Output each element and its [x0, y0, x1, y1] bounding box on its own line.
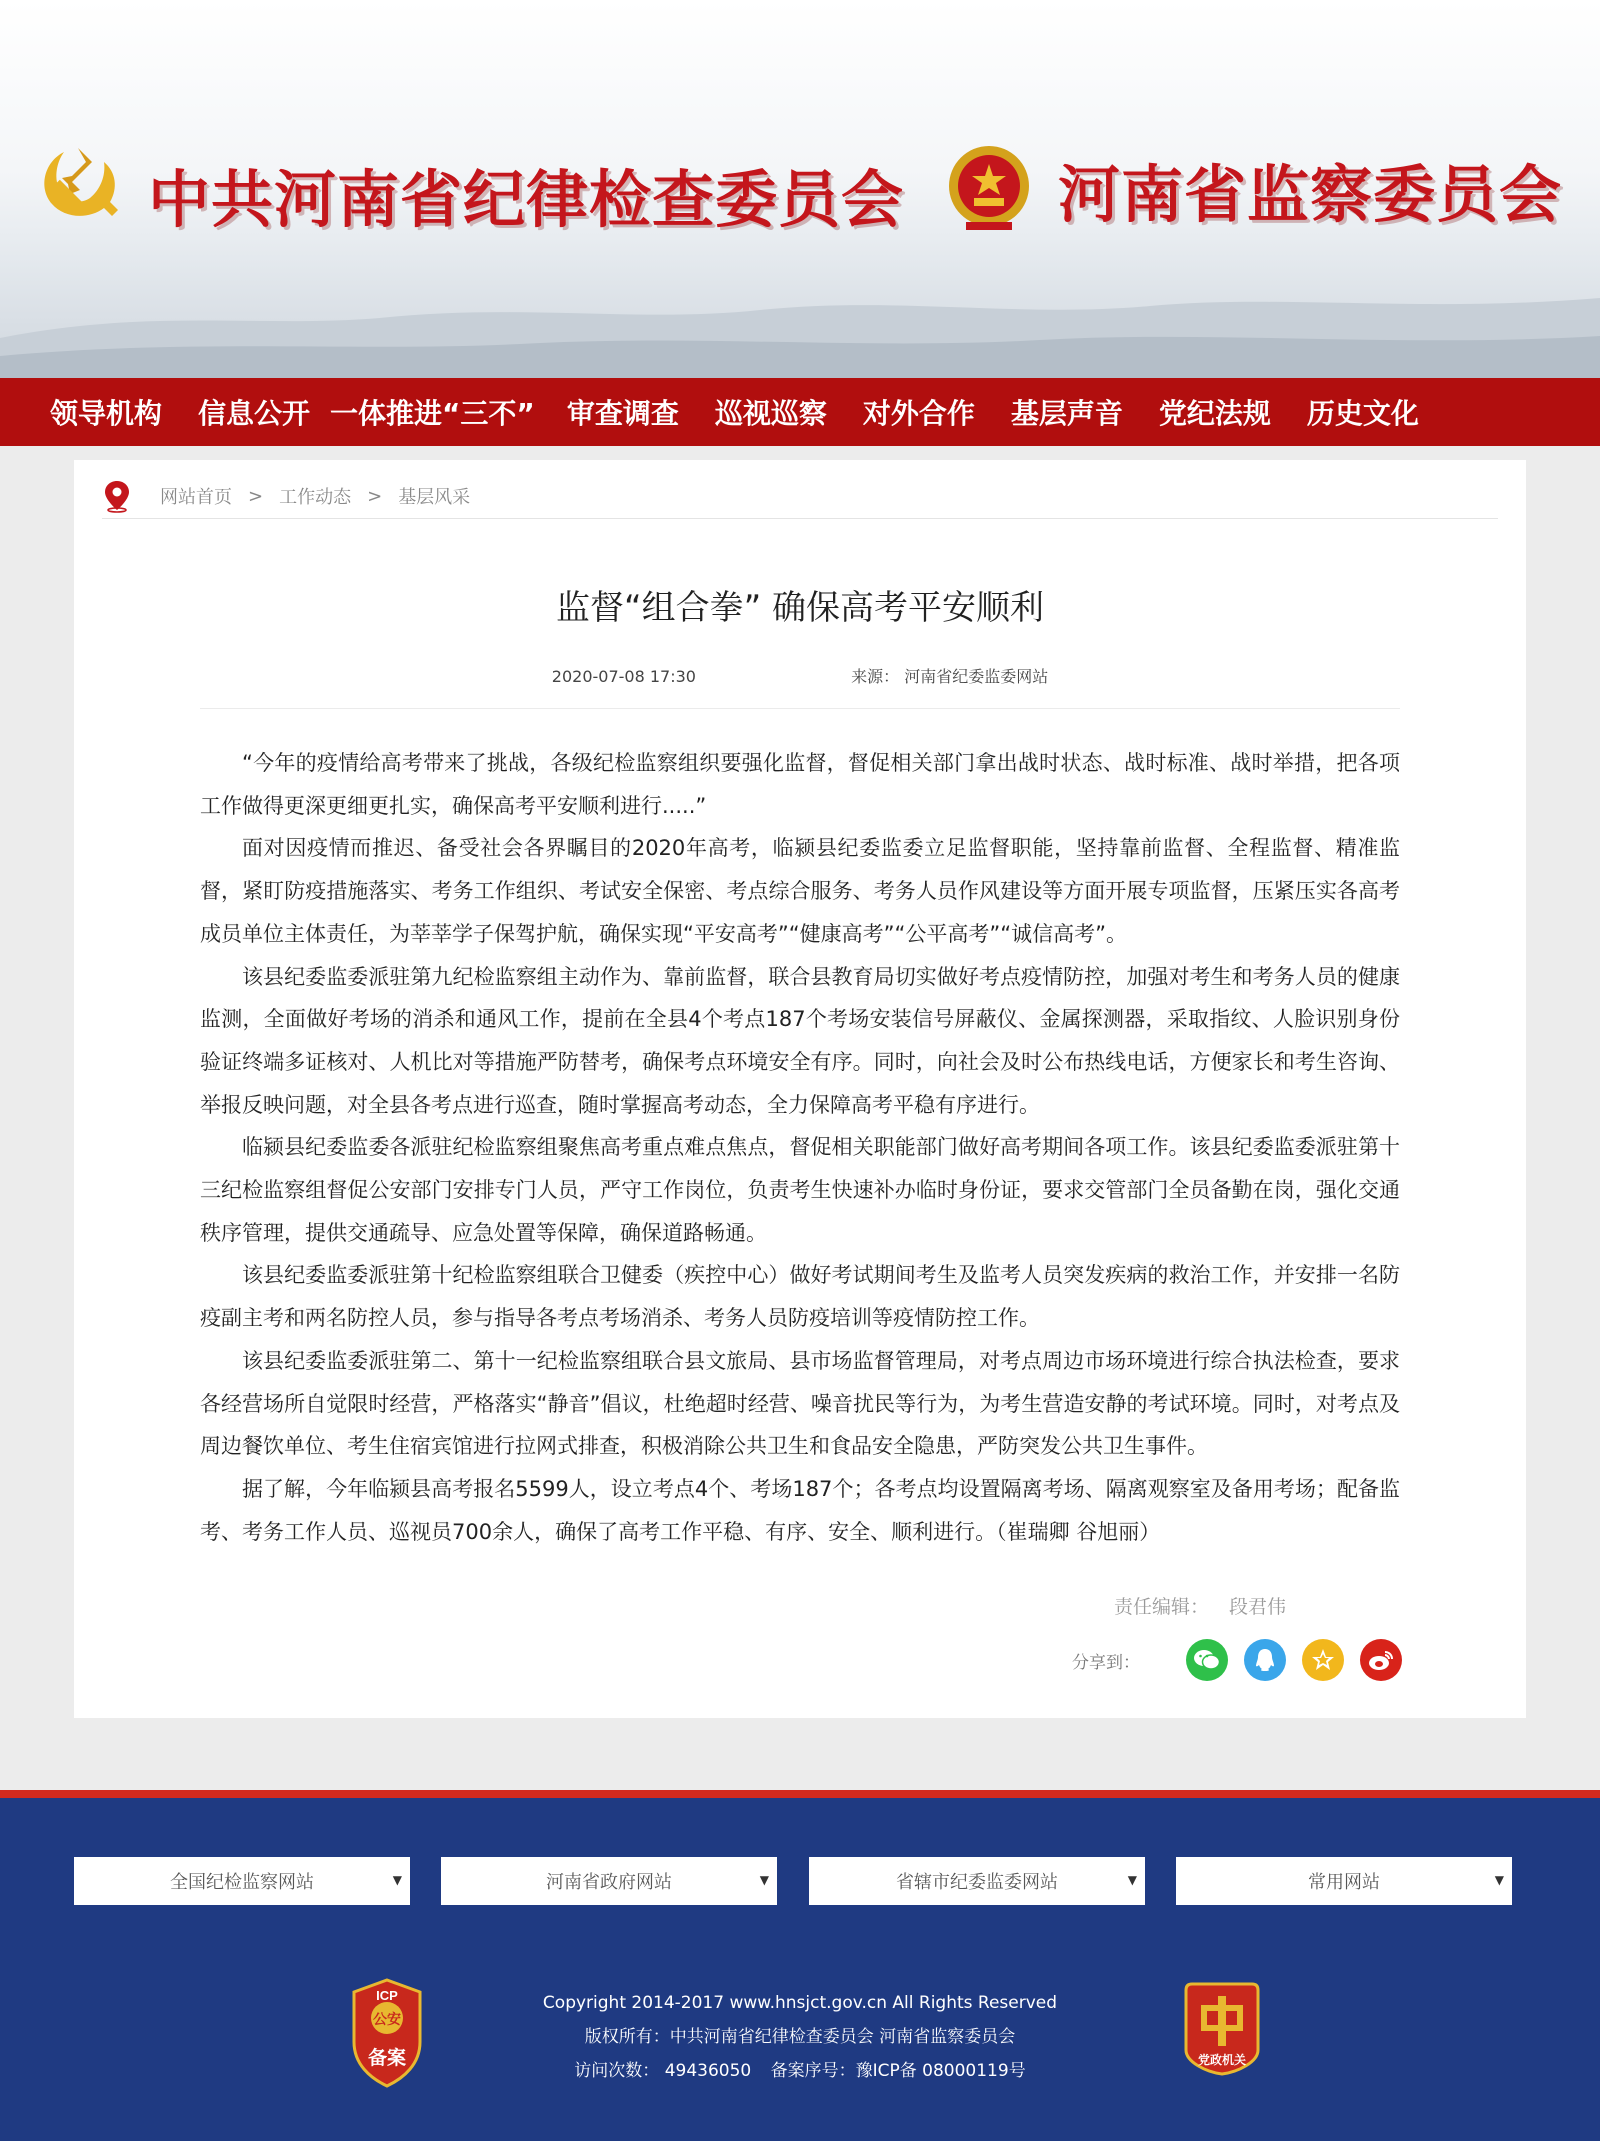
share-bar — [1072, 1636, 1402, 1684]
icp-badge-text: 公安 — [373, 2012, 401, 2028]
breadcrumb-divider — [102, 518, 1498, 519]
nav-item-info-disclosure[interactable]: 信息公开 — [198, 397, 311, 430]
chevron-down-icon: ▼ — [1127, 1873, 1137, 1887]
national-emblem-icon[interactable] — [946, 142, 1032, 232]
qq-icon[interactable] — [1244, 1639, 1286, 1681]
nav-item-regulations[interactable]: 党纪法规 — [1158, 397, 1271, 430]
breadcrumb-separator: > — [367, 485, 383, 507]
qzone-icon[interactable] — [1302, 1639, 1344, 1681]
article-paragraph: 该县纪委监委派驻第十纪检监察组联合卫健委（疾控中心）做好考试期间考生及监考人员突发疾病的救治工作，并安排一名防疫副主考和两名防控人员，参与指导各考点考场消杀、考务人员防疫培训等疫情防控工作。 — [200, 1263, 1400, 1331]
select-label: 河南省政府网站 — [546, 1872, 672, 1893]
nav-item-three-nos[interactable]: 一体推进“三不” — [330, 397, 535, 430]
wechat-icon[interactable] — [1186, 1639, 1228, 1681]
main-nav — [0, 378, 1600, 446]
breadcrumb-home-link[interactable]: 网站首页 — [160, 487, 232, 508]
select-label: 常用网站 — [1308, 1872, 1380, 1893]
meta-divider — [200, 708, 1400, 709]
mountain-mist-decoration — [0, 268, 1600, 378]
copyright-line: Copyright 2014-2017 www.hnsjct.gov.cn All Rights Reserved — [542, 1993, 1058, 2013]
weibo-icon[interactable] — [1360, 1639, 1402, 1681]
select-city-sites[interactable] — [809, 1857, 1145, 1905]
footer — [0, 1798, 1600, 2141]
visits-count: 49436050 — [664, 2061, 752, 2081]
article-source: 河南省纪委监委网站 — [904, 667, 1049, 686]
visits-icp-line — [0, 2054, 1600, 2088]
nav-item-cooperation[interactable]: 对外合作 — [862, 397, 975, 430]
editor-name: 段君伟 — [1228, 1596, 1286, 1618]
article-paragraph: 临颍县纪委监委各派驻纪检监察组聚焦高考重点难点焦点，督促相关职能部门做好高考期间各项工作。该县纪委监委派驻第十三纪检监察组督促公安部门安排专门人员，严守工作岗位，负责考生快速补办临时身份证，要求交管部门全员备勤在岗，强化交通秩序管理，提供交通疏导、应急处置等保障，确保道路畅通。 — [200, 1135, 1400, 1245]
breadcrumb-separator: > — [248, 485, 264, 507]
header-banner — [0, 0, 1600, 378]
article-card — [74, 460, 1526, 1718]
select-common-sites[interactable] — [1176, 1857, 1512, 1905]
editor-label: 责任编辑： — [1113, 1596, 1209, 1618]
nav-item-history[interactable]: 历史文化 — [1306, 397, 1419, 430]
breadcrumb-grassroots-link[interactable]: 基层风采 — [398, 487, 471, 508]
article-paragraph: 据了解，今年临颍县高考报名5599人，设立考点4个、考场187个；各考点均设置隔离考场、隔离观察室及备用考场；配备监考、考务工作人员、巡视员700余人，确保了高考工作平稳、有序、安全、顺利进行。（崔瑞卿 谷旭丽） — [200, 1476, 1400, 1544]
footer-accent-line — [0, 1790, 1600, 1798]
chevron-down-icon: ▼ — [392, 1873, 402, 1887]
select-label: 省辖市纪委监委网站 — [896, 1872, 1058, 1893]
chevron-down-icon: ▼ — [759, 1873, 769, 1887]
nav-item-inspection[interactable]: 巡视巡察 — [714, 397, 827, 430]
gov-badge-text: 党政机关 — [1197, 2053, 1247, 2067]
icp-badge-text: 备案 — [367, 2047, 407, 2069]
responsible-editor — [1114, 1592, 1286, 1619]
icp-number[interactable]: 豫ICP备 08000119号 — [855, 2061, 1026, 2081]
article-paragraph: “今年的疫情给高考带来了挑战，各级纪检监察组织要强化监督，督促相关部门拿出战时状态、战时标准、战时举措，把各项工作做得更深更细更扎实，确保高考平安顺利进行.....” — [200, 751, 1400, 818]
article-paragraph: 该县纪委监委派驻第九纪检监察组主动作为、靠前监督，联合县教育局切实做好考点疫情防控，加强对考生和考务人员的健康监测，全面做好考场的消杀和通风工作，提前在全县4个考点187个考场安装信号屏蔽仪、金属探测器，采取指纹、人脸识别身份验证终端多证核对、人机比对等措施严防替考，确保考点环境安全有序。同时，向社会及时公布热线电话，方便家长和考生咨询、举报反映问题，对全县各考点进行巡查，随时掌握高考动态，全力保障高考平稳有序进行。 — [200, 964, 1400, 1117]
breadcrumb-work-news-link[interactable]: 工作动态 — [279, 487, 352, 508]
footer-copyright — [0, 1986, 1600, 2088]
share-label: 分享到： — [1072, 1652, 1140, 1673]
article-paragraph: 面对因疫情而推迟、备受社会各界瞩目的2020年高考，临颍县纪委监委立足监督职能，坚持靠前监督、全程监督、精准监督，紧盯防疫措施落实、考务工作组织、考试安全保密、考点综合服务、考务人员作风建设等方面开展专项监督，压紧压实各高考成员单位主体责任，为莘莘学子保驾护航，确保实现“平安高考”“健康高考”“公平高考”“诚信高考”。 — [200, 836, 1400, 946]
location-pin-icon — [102, 479, 132, 513]
nav-item-grassroots[interactable]: 基层声音 — [1010, 397, 1123, 430]
party-emblem-icon[interactable] — [34, 138, 124, 228]
gov-agency-badge-icon[interactable] — [1182, 1980, 1262, 2076]
article-source-label: 来源： — [851, 667, 900, 686]
nav-item-investigation[interactable]: 审查调查 — [566, 397, 679, 430]
article-title: 监督“组合拳” 确保高考平安顺利 — [555, 588, 1045, 628]
owner-line: 版权所有：中共河南省纪律检查委员会 河南省监察委员会 — [584, 2027, 1016, 2047]
visits-label: 访问次数： — [574, 2061, 660, 2081]
select-national-sites[interactable] — [74, 1857, 410, 1905]
article-paragraph: 该县纪委监委派驻第二、第十一纪检监察组联合县文旅局、县市场监督管理局，对考点周边市场环境进行综合执法检查，要求各经营场所自觉限时经营，严格落实“静音”倡议，杜绝超时经营、噪音扰民等行为，为考生营造安静的考试环境。同时，对考点及周边餐饮单位、考生住宿宾馆进行拉网式排查，积极消除公共卫生和食品安全隐患，严防突发公共卫生事件。 — [200, 1348, 1400, 1459]
chevron-down-icon: ▼ — [1494, 1873, 1504, 1887]
select-label: 全国纪检监察网站 — [170, 1872, 314, 1893]
breadcrumb — [102, 476, 470, 516]
article-datetime: 2020-07-08 17:30 — [551, 667, 696, 686]
article-body — [200, 742, 1400, 1553]
icp-label: 备案序号： — [770, 2061, 856, 2081]
select-provincial-gov-sites[interactable] — [441, 1857, 777, 1905]
icp-badge-text: ICP — [376, 1988, 398, 2003]
header-title-supervision[interactable]: 河南省监察委员会 — [1058, 158, 1563, 231]
header-title-party[interactable]: 中共河南省纪律检查委员会 — [148, 163, 905, 236]
article-meta — [74, 664, 1526, 687]
nav-item-leadership[interactable]: 领导机构 — [50, 397, 163, 430]
